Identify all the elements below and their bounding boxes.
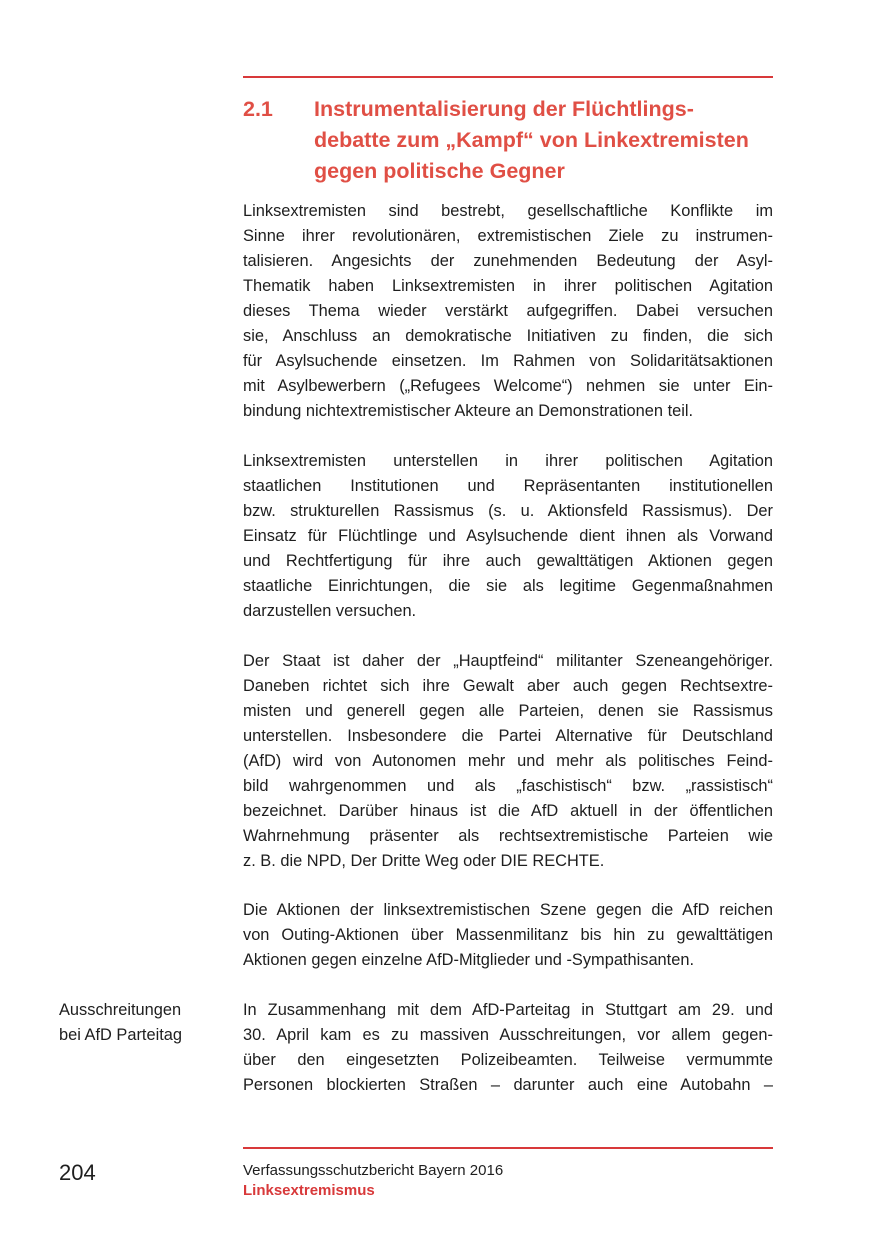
text-line: für Asylsuchende einsetzen. Im Rahmen von Solidaritätsaktionen xyxy=(243,352,773,370)
text-line: 30. April kam es zu massiven Ausschreitungen, vor allem gegen- xyxy=(243,1026,773,1044)
text-line: In Zusammenhang mit dem AfD-Parteitag in Stuttgart am 29. und xyxy=(243,1001,773,1019)
paragraph-2 xyxy=(243,449,773,624)
text-line: staatlichen Institutionen und Repräsentanten institutionellen xyxy=(243,477,773,495)
text-line: sie, Anschluss an demokratische Initiativen zu finden, die sich xyxy=(243,327,773,345)
text-line: bindung nichtextremistischer Akteure an Demonstrationen teil. xyxy=(243,402,694,420)
paragraph-1 xyxy=(243,199,773,424)
text-line: staatliche Einrichtungen, die sie als legitime Gegenmaßnahmen xyxy=(243,577,773,595)
top-rule xyxy=(243,76,773,78)
text-line: z. B. die NPD, Der Dritte Weg oder DIE RECHTE. xyxy=(243,852,605,870)
paragraph-3 xyxy=(243,649,773,874)
text-line: über den eingesetzten Polizeibeamten. Teilweise vermummte xyxy=(243,1051,773,1069)
text-line: Sinne ihrer revolutionären, extremistischen Ziele zu instrumen- xyxy=(243,227,773,245)
paragraph-4 xyxy=(243,898,773,973)
text-line: mit Asylbewerbern („Refugees Welcome“) nehmen sie unter Ein- xyxy=(243,377,773,395)
text-line: bezeichnet. Darüber hinaus ist die AfD aktuell in der öffentlichen xyxy=(243,802,773,820)
text-line: Linksextremisten sind bestrebt, gesellschaftliche Konflikte im xyxy=(243,202,773,220)
section-number: 2.1 xyxy=(243,97,273,121)
text-line: bild wahrgenommen und als „faschistisch“ bzw. „rassistisch“ xyxy=(243,777,773,795)
report-title: Verfassungsschutzbericht Bayern 2016 xyxy=(243,1162,504,1179)
text-line: darzustellen versuchen. xyxy=(243,602,417,620)
text-line: Die Aktionen der linksextremistischen Szene gegen die AfD reichen xyxy=(243,901,773,919)
text-line: Thematik haben Linksextremisten in ihrer politischen Agitation xyxy=(243,277,773,295)
text-line: von Outing-Aktionen über Massenmilitanz bis hin zu gewalttätigen xyxy=(243,926,773,944)
section-title-line: gegen politische Gegner xyxy=(314,159,565,183)
text-line: Der Staat ist daher der „Hauptfeind“ militanter Szeneangehöriger. xyxy=(243,652,773,670)
text-line: bzw. strukturellen Rassismus (s. u. Aktionsfeld Rassismus). Der xyxy=(243,502,773,520)
text-line: misten und generell gegen alle Parteien, denen sie Rassismus xyxy=(243,702,773,720)
section-title xyxy=(314,94,784,187)
chapter-name: Linksextremismus xyxy=(243,1182,375,1199)
text-line: Linksextremisten unterstellen in ihrer politischen Agitation xyxy=(243,452,773,470)
margin-note-line: Ausschreitungen xyxy=(59,1001,182,1019)
text-line: Aktionen gegen einzelne AfD-Mitglieder und -Sympathisanten. xyxy=(243,951,695,969)
text-line: Einsatz für Flüchtlinge und Asylsuchende dient ihnen als Vorwand xyxy=(243,527,773,545)
text-line: (AfD) wird von Autonomen mehr und mehr als politisches Feind- xyxy=(243,752,773,770)
section-title-line: Instrumentalisierung der Flüchtlings- xyxy=(314,97,694,121)
margin-note xyxy=(59,998,234,1048)
text-line: unterstellen. Insbesondere die Partei Alternative für Deutschland xyxy=(243,727,773,745)
section-title-line: debatte zum „Kampf“ von Linkextremisten xyxy=(314,128,749,152)
text-line: Daneben richtet sich ihre Gewalt aber auch gegen Rechtsextre- xyxy=(243,677,773,695)
text-line: dieses Thema wieder verstärkt aufgegriffen. Dabei versuchen xyxy=(243,302,773,320)
bottom-rule xyxy=(243,1147,773,1149)
text-line: talisieren. Angesichts der zunehmenden Bedeutung der Asyl- xyxy=(243,252,773,270)
page-number: 204 xyxy=(59,1160,96,1185)
paragraph-5 xyxy=(243,998,773,1098)
text-line: Personen blockierten Straßen – darunter auch eine Autobahn – xyxy=(243,1076,773,1094)
margin-note-line: bei AfD Parteitag xyxy=(59,1026,183,1044)
text-line: und Rechtfertigung für ihre auch gewalttätigen Aktionen gegen xyxy=(243,552,773,570)
text-line: Wahrnehmung präsenter als rechtsextremistische Parteien wie xyxy=(243,827,773,845)
